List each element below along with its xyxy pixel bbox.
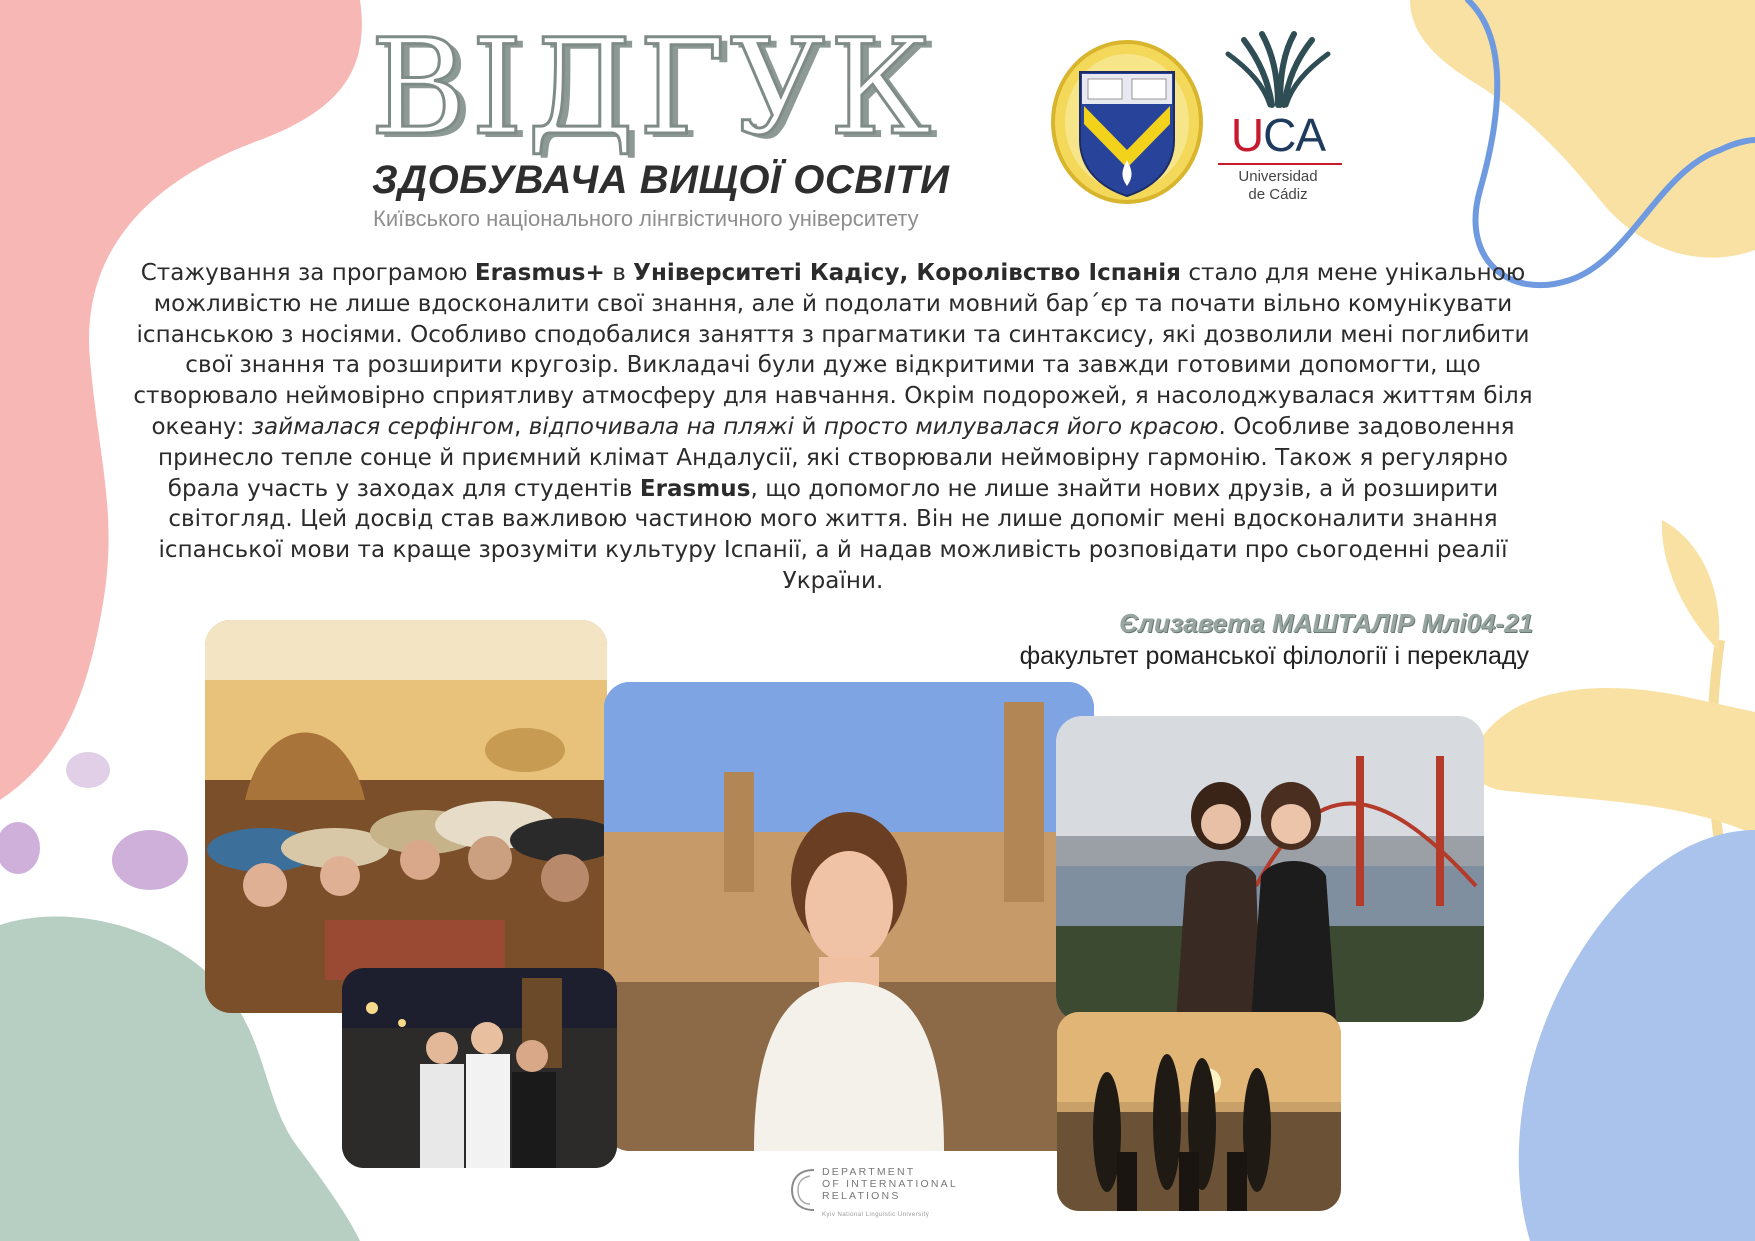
emphasis-bold: Erasmus+ <box>474 260 605 286</box>
uca-university-name: Universidad de Cádiz <box>1238 168 1318 203</box>
university-coat-of-arms-icon <box>1048 40 1206 205</box>
testimonial-text <box>128 258 1538 597</box>
text-segment: стало для мене унікальною можливістю не лише вдосконалити свої знання, але й подолати мовний бар´єр та почати вільно комунікувати іспанською з носіями. Особливо сподобалися заняття з прагматики та синтаксису, які дозволили мені поглибити свої знання та розширити кругозір. Викладачі були дуже відкритими та завжди готовими допомогти, що створювало неймовірно сприятливу атмосферу для навчання. Окрім подорожей, я насолоджувалася життям біля океану: <box>133 260 1533 440</box>
purple-dot-1 <box>112 830 188 890</box>
text-segment: . Особливе задоволення принесло тепле сонце й приємний клімат Андалусії, які створювали неймовірну гармонію. Також я регулярно брала участь у заходах для студентів <box>158 413 1515 502</box>
page-title: ВІДГУК <box>370 11 936 165</box>
department-name: DEPARTMENT OF INTERNATIONAL RELATIONS <box>822 1166 958 1202</box>
photo-surf-sunset <box>1057 1012 1341 1211</box>
text-segment: й <box>794 413 824 440</box>
text-segment: Стажування за програмою <box>140 260 475 286</box>
leaf-shape-1 <box>1662 520 1719 650</box>
department-emblem-icon <box>788 1166 818 1214</box>
photo-night-street-friends <box>342 968 617 1168</box>
emphasis-italic: просто милувалася його красою <box>823 413 1219 440</box>
blue-blob-shape <box>1519 830 1755 1241</box>
yellow-blob-top-shape <box>1410 0 1755 258</box>
photo-plaza-de-espana-portrait <box>604 682 1094 1151</box>
yellow-blob-right-shape <box>1472 688 1755 835</box>
photo-bridge-viewpoint <box>1056 716 1484 1022</box>
uca-wordmark: UCA <box>1230 109 1326 161</box>
uca-emblem-icon <box>1214 30 1342 112</box>
uca-divider <box>1218 163 1342 165</box>
university-name: Київського національного лінгвістичного університету <box>373 206 919 231</box>
department-university: Kyiv National Linguistic University <box>822 1212 930 1218</box>
purple-dot-3 <box>66 752 110 788</box>
emphasis-bold: Erasmus <box>639 475 751 502</box>
department-logo <box>788 1162 973 1222</box>
emphasis-bold: Університеті Кадісу, Королівство Іспанія <box>633 260 1181 286</box>
emphasis-italic: займалася серфінгом <box>251 413 515 440</box>
author-faculty: факультет романської філології і перекладу <box>1019 642 1529 670</box>
page-subtitle: ЗДОБУВАЧА ВИЩОЇ ОСВІТИ <box>372 158 950 202</box>
photo-restaurant-group <box>205 620 607 1013</box>
text-segment: в <box>604 260 634 286</box>
uca-logo <box>1214 30 1342 210</box>
text-segment: , що допомогло не лише знайти нових друзів, а й розширити світогляд. Цей досвід став важливою частиною мого життя. Він не лише допоміг мені вдосконалити знання іспанської мови та краще зрозуміти культуру Іспанії, а й надав можливість розповідати про сьогоденні реалії України. <box>158 475 1508 594</box>
emphasis-italic: відпочивала на пляжі <box>528 413 795 440</box>
text-segment: , <box>514 413 529 440</box>
purple-dot-2 <box>0 822 40 874</box>
author-name: Єлизавета МАШТАЛІР Млі04-21 <box>1119 608 1533 638</box>
